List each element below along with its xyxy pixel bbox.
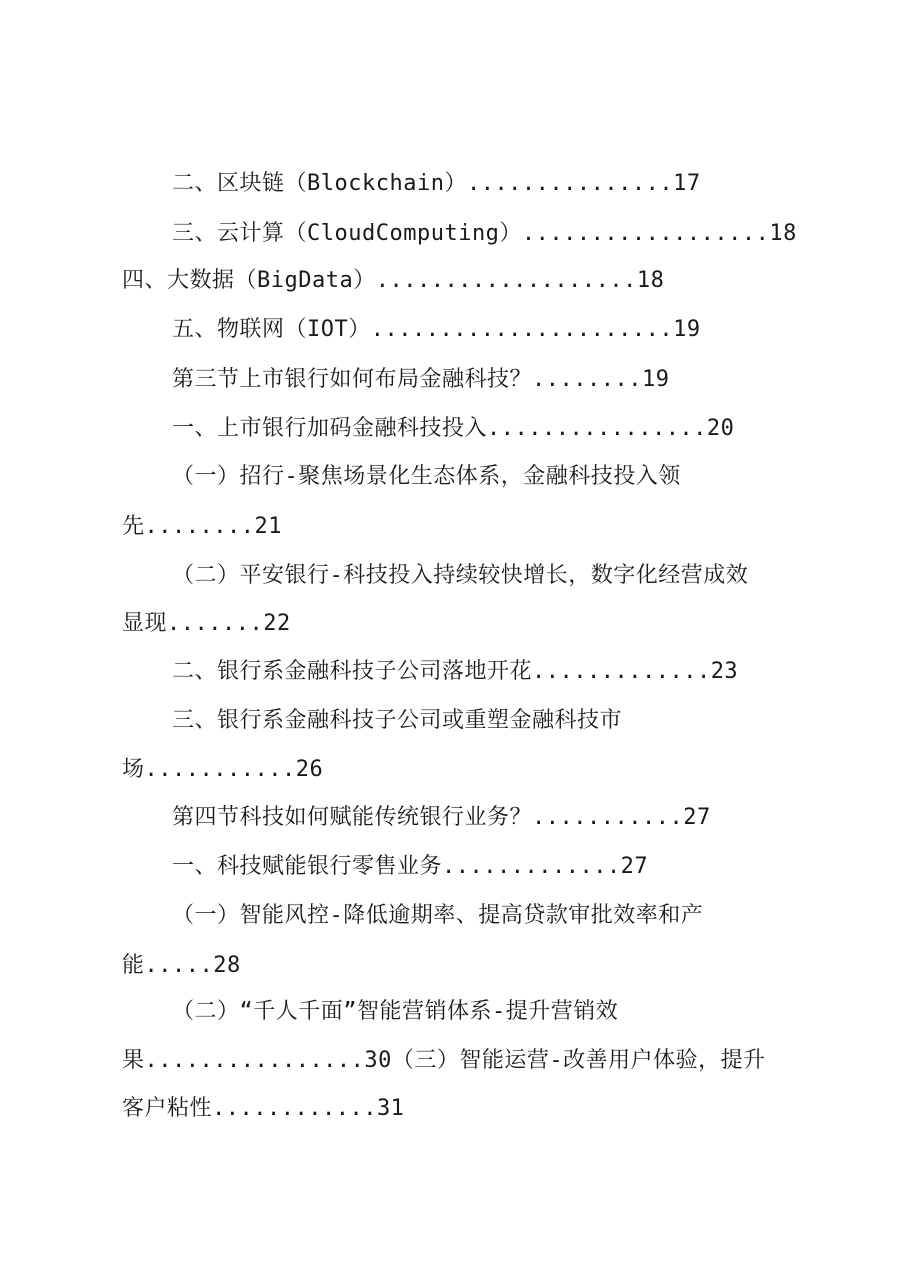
toc-entry: 果................30（三）智能运营-改善用户体验，提升 <box>122 1048 766 1073</box>
toc-entry: 三、云计算（CloudComputing）..................18 <box>172 221 797 246</box>
toc-entry-continuation: 先........21 <box>122 514 282 539</box>
toc-entry-continuation: 场...........26 <box>122 757 324 782</box>
toc-entry-continuation: 显现.......22 <box>122 611 291 636</box>
toc-entry-continuation: 客户粘性............31 <box>122 1096 405 1121</box>
toc-entry: （一）智能风控-降低逾期率、提高贷款审批效率和产 <box>172 903 704 928</box>
toc-entry: （二）“千人千面”智能营销体系-提升营销效 <box>172 999 619 1024</box>
toc-entry: 五、物联网（IOT）......................19 <box>172 317 701 342</box>
toc-entry: 一、上市银行加码金融科技投入................20 <box>172 416 735 441</box>
toc-entry: 二、区块链（Blockchain）...............17 <box>172 171 701 196</box>
toc-entry-continuation: 能.....28 <box>122 953 241 978</box>
toc-entry: 三、银行系金融科技子公司或重塑金融科技市 <box>172 708 623 733</box>
toc-entry: 四、大数据（BigData）...................18 <box>122 268 665 293</box>
toc-entry: 一、科技赋能银行零售业务.............27 <box>172 854 649 879</box>
toc-entry: 二、银行系金融科技子公司落地开花.............23 <box>172 659 739 684</box>
toc-entry: （一）招行-聚焦场景化生态体系，金融科技投入领 <box>172 464 681 489</box>
toc-entry: 第三节上市银行如何布局金融科技？........19 <box>172 367 670 392</box>
toc-entry: 第四节科技如何赋能传统银行业务？...........27 <box>172 805 711 830</box>
toc-entry: （二）平安银行-科技投入持续较快增长，数字化经营成效 <box>172 563 749 588</box>
